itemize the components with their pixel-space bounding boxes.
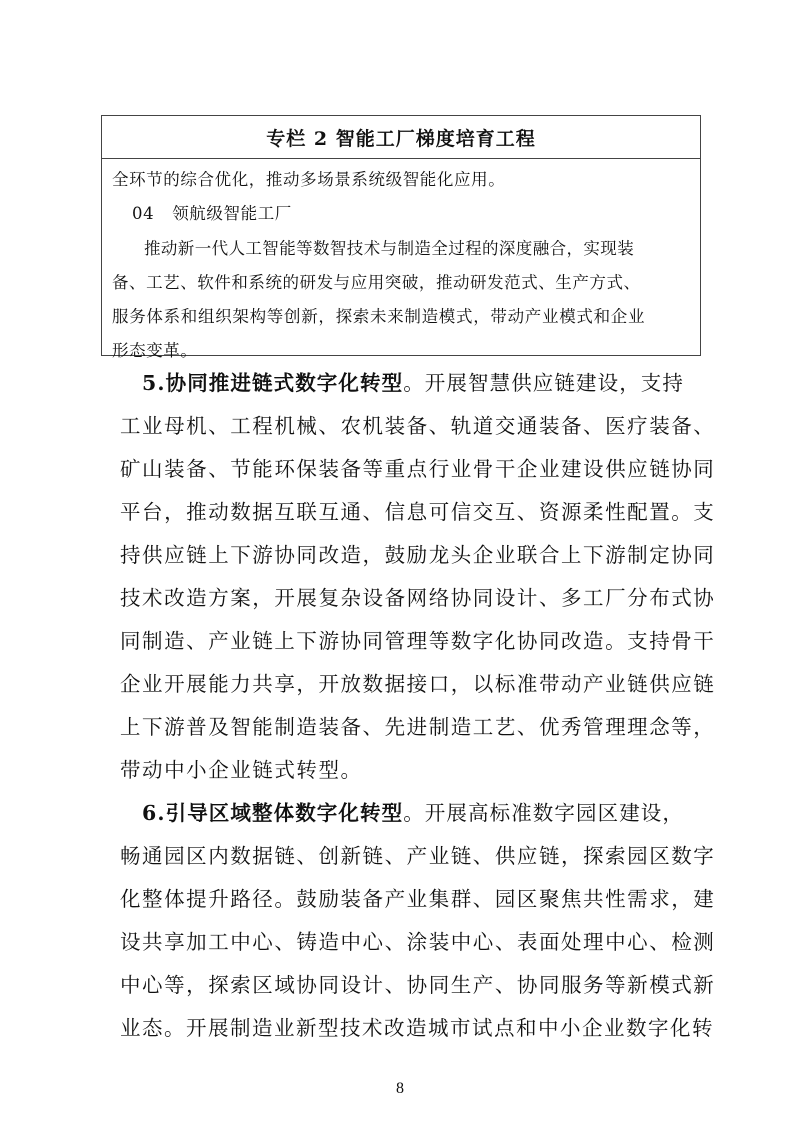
column-box-line: 形态变革。	[112, 341, 198, 360]
section5-paragraph-line: 平台，推动数据互联互通、信息可信交互、资源柔性配置。支	[120, 500, 716, 524]
section5-heading: 5.协同推进链式数字化转型	[142, 371, 404, 395]
section6-paragraph-line: 业态。开展制造业新型技术改造城市试点和中小企业数字化转	[120, 1016, 714, 1040]
section6-paragraph-line: 畅通园区内数据链、创新链、产业链、供应链，探索园区数字	[120, 844, 716, 868]
column-box-header	[102, 116, 700, 159]
section6-heading: 6.引导区域整体数字化转型	[142, 801, 404, 825]
section5-paragraph-line: 矿山装备、节能环保装备等重点行业骨干企业建设供应链协同	[120, 457, 716, 481]
section6-paragraph-line	[142, 799, 684, 827]
column-box	[101, 115, 701, 360]
section6-paragraph-line: 设共享加工中心、铸造中心、涂装中心、表面处理中心、检测	[120, 930, 716, 954]
column-box-line: 服务体系和组织架构等创新，探索未来制造模式，带动产业模式和企业	[112, 307, 646, 326]
page-number: 8	[396, 1080, 404, 1097]
section5-paragraph-line	[142, 369, 684, 397]
column-box-line: 推动新一代人工智能等数智技术与制造全过程的深度融合，实现装	[144, 239, 635, 258]
section5-paragraph-line: 工业母机、工程机械、农机装备、轨道交通装备、医疗装备、	[120, 414, 716, 438]
section6-paragraph-line: 中心等，探索区域协同设计、协同生产、协同服务等新模式新	[120, 973, 716, 997]
section5-paragraph-line: 带动中小企业链式转型。	[120, 758, 363, 782]
column-box-item-title: 领航级智能工厂	[172, 204, 292, 223]
column-box-title: 专栏 2 智能工厂梯度培育工程	[266, 127, 536, 150]
section5-paragraph-line: 同制造、产业链上下游协同管理等数字化协同改造。支持骨干	[120, 629, 716, 653]
section5-paragraph-line: 上下游普及智能制造装备、先进制造工艺、优秀管理理念等，	[120, 715, 716, 739]
section5-line-text: 。开展智慧供应链建设，支持	[403, 371, 685, 395]
column-box-item-heading	[132, 203, 292, 225]
column-box-item-number: 04	[132, 204, 155, 223]
section6-paragraph-line: 化整体提升路径。鼓励装备产业集群、园区聚焦共性需求，建	[120, 887, 716, 911]
section6-line-text: 。开展高标准数字园区建设，	[403, 801, 685, 825]
section5-paragraph-line: 持供应链上下游协同改造，鼓励龙头企业联合上下游制定协同	[120, 543, 716, 567]
column-box-line: 全环节的综合优化，推动多场景系统级智能化应用。	[112, 170, 506, 189]
column-box-line: 备、工艺、软件和系统的研发与应用突破，推动研发范式、生产方式、	[112, 273, 641, 292]
section5-paragraph-line: 企业开展能力共享，开放数据接口，以标准带动产业链供应链	[120, 672, 716, 696]
section5-paragraph-line: 技术改造方案，开展复杂设备网络协同设计、多工厂分布式协	[120, 586, 716, 610]
